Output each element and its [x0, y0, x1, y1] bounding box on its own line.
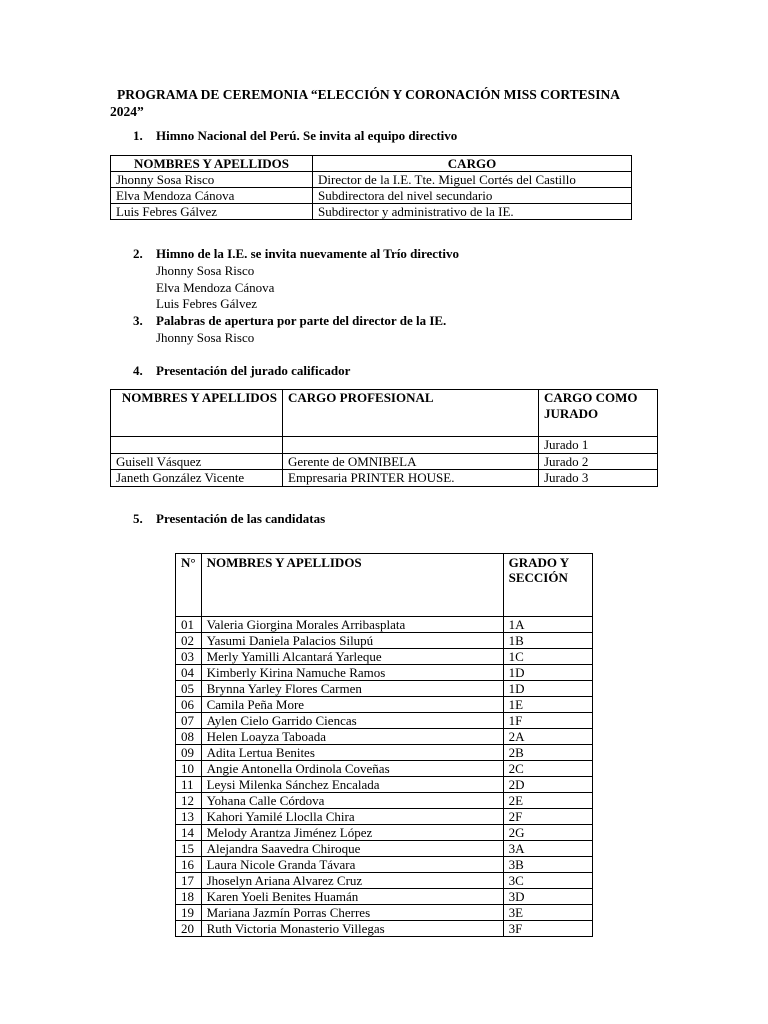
- name-cell: Angie Antonella Ordinola Coveñas: [201, 761, 503, 777]
- grade-section-cell: 1B: [503, 633, 592, 649]
- column-header: NOMBRES Y APELLIDOS: [111, 390, 283, 437]
- section-1-heading: [133, 128, 457, 144]
- name-cell: Leysi Milenka Sánchez Encalada: [201, 777, 503, 793]
- grade-section-cell: 2F: [503, 809, 592, 825]
- name-cell: Ruth Victoria Monasterio Villegas: [201, 921, 503, 937]
- grade-section-cell: 1D: [503, 681, 592, 697]
- table-header-row: [111, 156, 632, 172]
- table-row: [176, 681, 593, 697]
- table-row: [111, 437, 658, 454]
- grade-section-cell: 2D: [503, 777, 592, 793]
- table-row: [111, 172, 632, 188]
- table-row: [176, 665, 593, 681]
- name-cell: Elva Mendoza Cánova: [111, 188, 313, 204]
- number-cell: 02: [176, 633, 202, 649]
- name-cell: Alejandra Saavedra Chiroque: [201, 841, 503, 857]
- section-3-heading: [133, 313, 446, 329]
- section-heading-text: Himno Nacional del Perú. Se invita al equipo directivo: [156, 128, 458, 143]
- number-cell: 14: [176, 825, 202, 841]
- column-header: NOMBRES Y APELLIDOS: [201, 554, 503, 617]
- list-item: Jhonny Sosa Risco: [156, 330, 255, 345]
- number-cell: 06: [176, 697, 202, 713]
- grade-section-cell: 1C: [503, 649, 592, 665]
- number-cell: 07: [176, 713, 202, 729]
- table-row: [111, 188, 632, 204]
- section-number: 5.: [133, 511, 143, 526]
- table-row: [176, 729, 593, 745]
- grade-section-cell: 3C: [503, 873, 592, 889]
- grade-section-cell: 1E: [503, 697, 592, 713]
- number-cell: 12: [176, 793, 202, 809]
- column-header: CARGO COMO JURADO: [539, 390, 658, 437]
- name-cell: Guisell Vásquez: [111, 453, 283, 470]
- name-cell: Kahori Yamilé Lloclla Chira: [201, 809, 503, 825]
- section-heading-text: Presentación del jurado calificador: [156, 363, 351, 378]
- document-title: PROGRAMA DE CEREMONIA “ELECCIÓN Y CORONACIÓN MISS CORTESINA 2024”: [110, 87, 620, 119]
- name-cell: Brynna Yarley Flores Carmen: [201, 681, 503, 697]
- name-cell: Luis Febres Gálvez: [111, 204, 313, 220]
- table-header-row: [176, 554, 593, 617]
- section-heading-text: Himno de la I.E. se invita nuevamente al Trío directivo: [156, 246, 459, 261]
- trio-names-list: [156, 263, 274, 313]
- grade-section-cell: 2G: [503, 825, 592, 841]
- name-cell: Karen Yoeli Benites Huamán: [201, 889, 503, 905]
- table-row: [111, 204, 632, 220]
- grade-section-cell: 3F: [503, 921, 592, 937]
- table-row: [176, 921, 593, 937]
- list-item: Luis Febres Gálvez: [156, 296, 258, 311]
- jury-role-cell: Jurado 3: [539, 470, 658, 487]
- list-item: Elva Mendoza Cánova: [156, 279, 275, 295]
- name-cell: Helen Loayza Taboada: [201, 729, 503, 745]
- name-cell: Valeria Giorgina Morales Arribasplata: [201, 617, 503, 633]
- position-cell: Subdirectora del nivel secundario: [313, 188, 632, 204]
- column-header: CARGO PROFESIONAL: [283, 390, 539, 437]
- directive-team-table: [110, 155, 632, 220]
- position-cell: Subdirector y administrativo de la IE.: [313, 204, 632, 220]
- table-row: [176, 841, 593, 857]
- number-cell: 13: [176, 809, 202, 825]
- column-header: NOMBRES Y APELLIDOS: [111, 156, 313, 172]
- name-cell: Melody Arantza Jiménez López: [201, 825, 503, 841]
- grade-section-cell: 2B: [503, 745, 592, 761]
- table-row: [176, 873, 593, 889]
- name-cell: Yohana Calle Córdova: [201, 793, 503, 809]
- profession-cell: [283, 437, 539, 454]
- name-cell: [111, 437, 283, 454]
- number-cell: 09: [176, 745, 202, 761]
- section-4-heading: [133, 363, 350, 379]
- profession-cell: Empresaria PRINTER HOUSE.: [283, 470, 539, 487]
- name-cell: Jhoselyn Ariana Alvarez Cruz: [201, 873, 503, 889]
- section-2-heading: [133, 246, 459, 262]
- number-cell: 17: [176, 873, 202, 889]
- number-cell: 19: [176, 905, 202, 921]
- table-row: [176, 793, 593, 809]
- name-cell: Jhonny Sosa Risco: [111, 172, 313, 188]
- section-number: 1.: [133, 128, 143, 143]
- table-row: [176, 617, 593, 633]
- grade-section-cell: 1A: [503, 617, 592, 633]
- name-cell: Camila Peña More: [201, 697, 503, 713]
- name-cell: Janeth González Vicente: [111, 470, 283, 487]
- jury-role-cell: Jurado 2: [539, 453, 658, 470]
- opening-speaker: [156, 330, 254, 347]
- candidates-table: [175, 553, 593, 937]
- number-cell: 20: [176, 921, 202, 937]
- table-row: [111, 453, 658, 470]
- grade-section-cell: 1D: [503, 665, 592, 681]
- table-row: [176, 905, 593, 921]
- grade-section-cell: 2A: [503, 729, 592, 745]
- table-row: [176, 745, 593, 761]
- grade-section-cell: 3B: [503, 857, 592, 873]
- number-cell: 11: [176, 777, 202, 793]
- number-cell: 18: [176, 889, 202, 905]
- table-row: [176, 809, 593, 825]
- profession-cell: Gerente de OMNIBELA: [283, 453, 539, 470]
- table-row: [176, 633, 593, 649]
- table-row: [176, 649, 593, 665]
- table-row: [176, 825, 593, 841]
- name-cell: Mariana Jazmín Porras Cherres: [201, 905, 503, 921]
- name-cell: Yasumi Daniela Palacios Silupú: [201, 633, 503, 649]
- number-cell: 03: [176, 649, 202, 665]
- table-row: [176, 697, 593, 713]
- name-cell: Aylen Cielo Garrido Ciencas: [201, 713, 503, 729]
- name-cell: Laura Nicole Granda Távara: [201, 857, 503, 873]
- section-heading-text: Palabras de apertura por parte del director de la IE.: [156, 313, 447, 328]
- grade-section-cell: 1F: [503, 713, 592, 729]
- table-row: [176, 713, 593, 729]
- section-number: 4.: [133, 363, 143, 378]
- number-cell: 16: [176, 857, 202, 873]
- list-item: Jhonny Sosa Risco: [156, 263, 255, 278]
- grade-section-cell: 3D: [503, 889, 592, 905]
- name-cell: Merly Yamilli Alcantará Yarleque: [201, 649, 503, 665]
- number-cell: 08: [176, 729, 202, 745]
- grade-section-cell: 3A: [503, 841, 592, 857]
- table-row: [176, 761, 593, 777]
- section-5-heading: [133, 511, 325, 527]
- table-row: [111, 470, 658, 487]
- number-cell: 01: [176, 617, 202, 633]
- table-row: [176, 857, 593, 873]
- column-header: GRADO Y SECCIÓN: [503, 554, 592, 617]
- position-cell: Director de la I.E. Tte. Miguel Cortés del Castillo: [313, 172, 632, 188]
- section-number: 2.: [133, 246, 143, 261]
- table-header-row: [111, 390, 658, 437]
- grade-section-cell: 2C: [503, 761, 592, 777]
- number-cell: 10: [176, 761, 202, 777]
- grade-section-cell: 3E: [503, 905, 592, 921]
- number-cell: 05: [176, 681, 202, 697]
- name-cell: Adita Lertua Benites: [201, 745, 503, 761]
- number-cell: 04: [176, 665, 202, 681]
- name-cell: Kimberly Kirina Namuche Ramos: [201, 665, 503, 681]
- section-heading-text: Presentación de las candidatas: [156, 511, 326, 526]
- jury-role-cell: Jurado 1: [539, 437, 658, 454]
- table-row: [176, 777, 593, 793]
- jury-table: [110, 389, 658, 487]
- column-header: CARGO: [313, 156, 632, 172]
- column-header: N°: [176, 554, 202, 617]
- table-row: [176, 889, 593, 905]
- number-cell: 15: [176, 841, 202, 857]
- grade-section-cell: 2E: [503, 793, 592, 809]
- section-number: 3.: [133, 313, 143, 328]
